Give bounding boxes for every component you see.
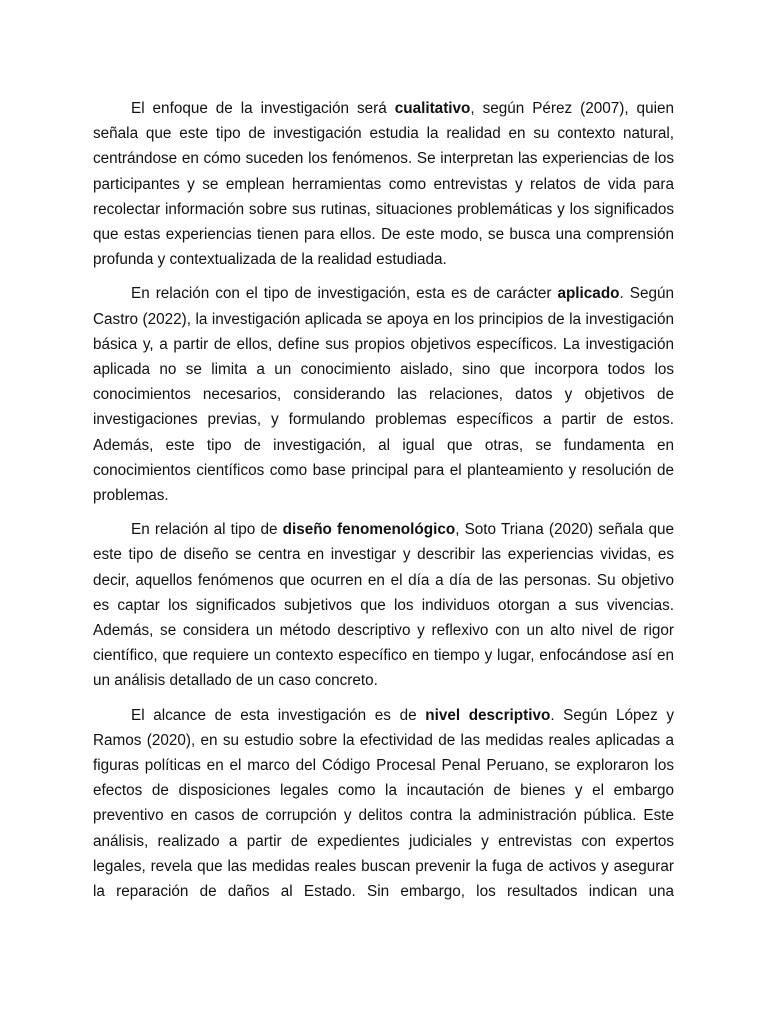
paragraph-research-design [93,517,674,693]
document-page [93,96,674,913]
bold-term: nivel descriptivo [425,706,551,724]
paragraph-text: En relación al tipo de [131,521,283,539]
paragraph-text: . Según López y Ramos (2020), en su estudio sobre la efectividad de las medidas reales aplicadas a figuras políticas en el marco del Código Procesal Penal Peruano, se exploraron los efectos de disposiciones legales como la incautación de bienes y el embargo preventivo en casos de corrupción y delitos contra la administración pública. Este análisis, realizado a partir de expedientes judiciales y entrevistas con expertos legales, revela que las medidas reales buscan prevenir la fuga de activos y asegurar la reparación de daños al Estado. Sin embargo, los resultados indican una [93,706,674,901]
paragraph-text: . Según Castro (2022), la investigación aplicada se apoya en los principios de la investigación básica y, a partir de ellos, define sus propios objetivos específicos. La investigación aplicada no se limita a un conocimiento aislado, sino que incorpora todos los conocimientos necesarios, considerando las relaciones, datos y objetivos de investigaciones previas, y formulando problemas específicos a partir de estos. Además, este tipo de investigación, al igual que otras, se fundamenta en conocimientos científicos como base principal para el planteamiento y resolución de problemas. [93,285,674,505]
paragraph-research-type [93,281,674,508]
bold-term: aplicado [557,285,620,303]
paragraph-research-approach [93,96,674,272]
paragraph-research-scope [93,703,674,905]
bold-term: diseño fenomenológico [282,521,456,539]
paragraph-text: En relación con el tipo de investigación, esta es de carácter [131,285,558,303]
paragraph-text: , según Pérez (2007), quien señala que este tipo de investigación estudia la realidad en su contexto natural, centrándose en cómo suceden los fenómenos. Se interpretan las experiencias de los participantes y se emplean herramientas como entrevistas y relatos de vida para recolectar información sobre sus rutinas, situaciones problemáticas y los significados que estas experiencias tienen para ellos. De este modo, se busca una comprensión profunda y contextualizada de la realidad estudiada. [93,100,674,269]
paragraph-text: El enfoque de la investigación será [131,100,395,117]
paragraph-text: , Soto Triana (2020) señala que este tipo de diseño se centra en investigar y describir las experiencias vividas, es decir, aquellos fenómenos que ocurren en el día a día de las personas. Su objetivo es captar los significados subjetivos que los individuos otorgan a sus vivencias. Además, se considera un método descriptivo y reflexivo con un alto nivel de rigor científico, que requiere un contexto específico en tiempo y lugar, enfocándose así en un análisis detallado de un caso concreto. [93,521,674,690]
bold-term: cualitativo [394,100,471,117]
paragraph-text: El alcance de esta investigación es de [131,706,426,724]
